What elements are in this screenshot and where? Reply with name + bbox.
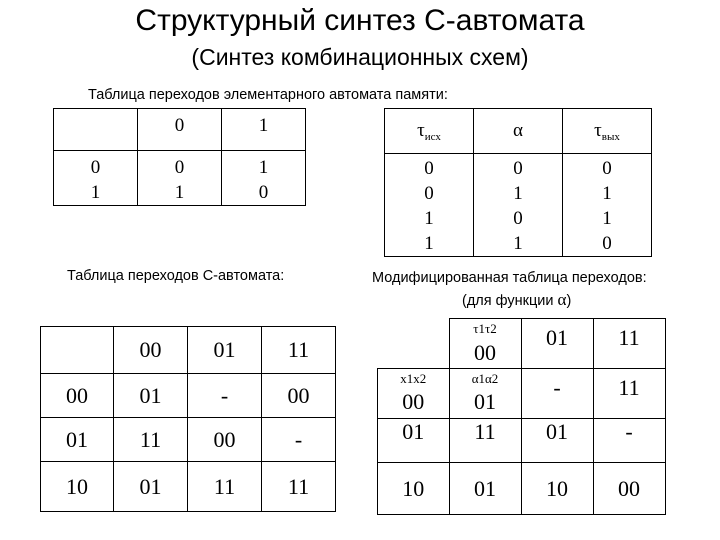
- cell-value: 00: [593, 463, 665, 515]
- corner-cell: [54, 109, 138, 151]
- cell-value: 11: [593, 369, 665, 419]
- header-cell: 01: [188, 327, 262, 374]
- cell-value: [449, 369, 521, 419]
- tau-out-column: [563, 154, 652, 257]
- row-label: 00: [41, 374, 114, 418]
- cell-value: 1: [424, 233, 434, 254]
- row-label: 10: [41, 462, 114, 512]
- slide-title: Структурный синтез С-автомата: [135, 4, 585, 37]
- cell-value: 1: [513, 233, 523, 254]
- table3-caption: Таблица переходов С-автомата:: [67, 268, 285, 284]
- cell-value: 1: [258, 157, 269, 178]
- cell-value: 0: [513, 158, 523, 179]
- row-label: [378, 369, 450, 419]
- header-cell: 1: [222, 109, 306, 151]
- table-row: [378, 419, 666, 463]
- cell-value: 11: [449, 419, 521, 463]
- tau-out-subscript: вых: [601, 130, 620, 143]
- cell-value: 10: [521, 463, 593, 515]
- value-cell: [222, 151, 306, 206]
- slide-subtitle: (Синтез комбинационных схем): [191, 44, 529, 70]
- table-row: [41, 462, 336, 512]
- header-cell: [449, 319, 521, 369]
- tau-symbol: τ: [417, 119, 425, 141]
- header-cell: 11: [593, 319, 665, 369]
- cell-value: 0: [258, 182, 269, 203]
- cell-value: 01: [449, 463, 521, 515]
- row-label: 01: [41, 418, 114, 462]
- row-label: 10: [378, 463, 450, 515]
- cell-value: 11: [262, 462, 336, 512]
- cell-value: 01: [114, 462, 188, 512]
- cell-value: 0: [424, 158, 434, 179]
- cell-value: 0: [174, 157, 185, 178]
- cell-value: 1: [513, 183, 523, 204]
- caption-alpha: α: [557, 290, 567, 309]
- table-row: [378, 463, 666, 515]
- tau-label: τ1τ2: [473, 321, 497, 336]
- cell-value: -: [521, 369, 593, 419]
- caption-prefix: (для функции: [462, 293, 558, 309]
- cell-value: 0: [602, 158, 612, 179]
- alpha-column: [474, 154, 563, 257]
- modified-transition-table: [377, 318, 666, 515]
- header-cell: 00: [114, 327, 188, 374]
- x-label: x1x2: [400, 371, 427, 386]
- header-cell: 11: [262, 327, 336, 374]
- caption-suffix: ): [566, 293, 572, 309]
- corner-cell: [41, 327, 114, 374]
- cell-value: 01: [114, 374, 188, 418]
- tau-column: [385, 154, 474, 257]
- cell-value: 11: [114, 418, 188, 462]
- header-tau: [385, 109, 474, 154]
- table1-caption: Таблица переходов элементарного автомата памяти:: [88, 87, 448, 103]
- header-cell: 0: [138, 109, 222, 151]
- table4-caption-line2: [462, 290, 571, 310]
- cell-value: 0: [424, 183, 434, 204]
- memory-transition-table: [53, 108, 306, 206]
- tau-out-symbol: τ: [594, 119, 602, 141]
- header-value: 00: [474, 340, 496, 365]
- row-labels: [54, 151, 138, 206]
- cell-value: -: [593, 419, 665, 463]
- empty-corner: [378, 319, 450, 369]
- cell-value: 1: [174, 182, 185, 203]
- row-label: 1: [90, 182, 101, 203]
- cell-value: 01: [521, 419, 593, 463]
- table4-caption: Модифицированная таблица переходов:: [372, 270, 647, 286]
- cell-value: 00: [188, 418, 262, 462]
- table-row: [41, 374, 336, 418]
- header-tau-out: [563, 109, 652, 154]
- cell-text: 01: [474, 389, 496, 414]
- cell-value: 00: [262, 374, 336, 418]
- row-label: 0: [90, 157, 101, 178]
- cell-value: -: [188, 374, 262, 418]
- cell-value: 0: [602, 233, 612, 254]
- alpha-label: α1α2: [471, 371, 499, 386]
- cell-value: 0: [513, 208, 523, 229]
- header-cell: 01: [521, 319, 593, 369]
- cell-value: 1: [602, 208, 612, 229]
- cell-value: 1: [602, 183, 612, 204]
- value-cell: [138, 151, 222, 206]
- row-label: 01: [378, 419, 450, 463]
- tau-subscript: исх: [424, 130, 441, 143]
- truth-table: [384, 108, 652, 257]
- row-value: 00: [402, 389, 425, 414]
- cell-value: 11: [188, 462, 262, 512]
- cell-value: -: [262, 418, 336, 462]
- cell-value: 1: [424, 208, 434, 229]
- header-alpha: α: [474, 109, 563, 154]
- c-automaton-table: [40, 326, 336, 512]
- table-row: [41, 418, 336, 462]
- table-row: [378, 369, 666, 419]
